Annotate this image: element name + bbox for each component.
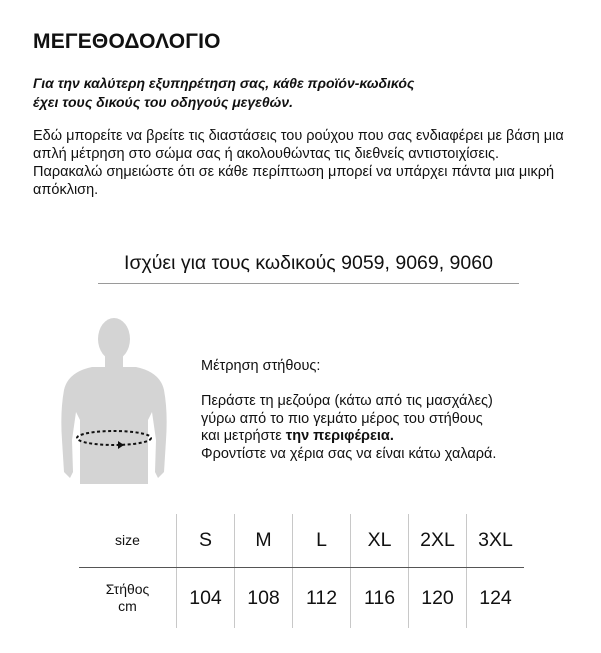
intro-text	[33, 74, 573, 112]
torso-chest-measurement-icon	[52, 312, 176, 484]
measurement-title: Μέτρηση στήθους:	[201, 358, 321, 374]
measurement-line-3-text: και μετρήστε	[201, 428, 286, 444]
size-header-m: M	[235, 514, 293, 568]
intro-line-1: Για την καλύτερη εξυπηρέτηση σας, κάθε προϊόν-κωδικός	[33, 75, 415, 91]
size-header-3xl: 3XL	[467, 514, 525, 568]
size-header-xl: XL	[351, 514, 409, 568]
size-table	[79, 514, 524, 628]
chest-unit: cm	[118, 598, 137, 614]
description-paragraph-2: Παρακαλώ σημειώστε ότι σε κάθε περίπτωση μπορεί να υπάρχει πάντα μια μικρή απόκλιση.	[33, 164, 555, 198]
chest-value-s: 104	[177, 568, 235, 629]
size-header-2xl: 2XL	[409, 514, 467, 568]
chest-row-label	[79, 568, 177, 629]
description-paragraph-1: Εδώ μπορείτε να βρείτε τις διαστάσεις του ρούχου που σας ενδιαφέρει με βάση μια απλή μέτρηση στο σώμα σας ή ακολουθώντας τις διεθνείς αντιστοιχίσεις.	[33, 128, 564, 162]
measurement-line-2: γύρω από το πιο γεμάτο μέρος του στήθους	[201, 410, 483, 427]
size-header-l: L	[293, 514, 351, 568]
size-label: size	[79, 514, 177, 568]
chest-label: Στήθος	[105, 581, 150, 597]
page-title: ΜΕΓΕΘΟΔΟΛΟΓΙΟ	[33, 30, 221, 53]
chest-value-xl: 116	[351, 568, 409, 629]
chest-value-l: 112	[293, 568, 351, 629]
description	[33, 127, 573, 199]
measurement-line-3	[201, 428, 561, 446]
chest-value-3xl: 124	[467, 568, 525, 629]
chest-value-2xl: 120	[409, 568, 467, 629]
measurement-line-3-bold: την περιφέρεια.	[285, 428, 394, 444]
intro-line-2: έχει τους δικούς του οδηγούς μεγεθών.	[33, 94, 293, 110]
applies-to-heading: Ισχύει για τους κωδικούς 9059, 9069, 9060	[98, 252, 519, 284]
chest-row	[79, 568, 524, 629]
size-header-row	[79, 514, 524, 568]
measurement-line-4: Φροντίστε να χέρια σας να είναι κάτω χαλαρά.	[201, 445, 497, 462]
measurement-line-1: Περάστε τη μεζούρα (κάτω από τις μασχάλες)	[201, 393, 493, 409]
chest-value-m: 108	[235, 568, 293, 629]
size-header-s: S	[177, 514, 235, 568]
measurement-instructions	[201, 393, 561, 463]
